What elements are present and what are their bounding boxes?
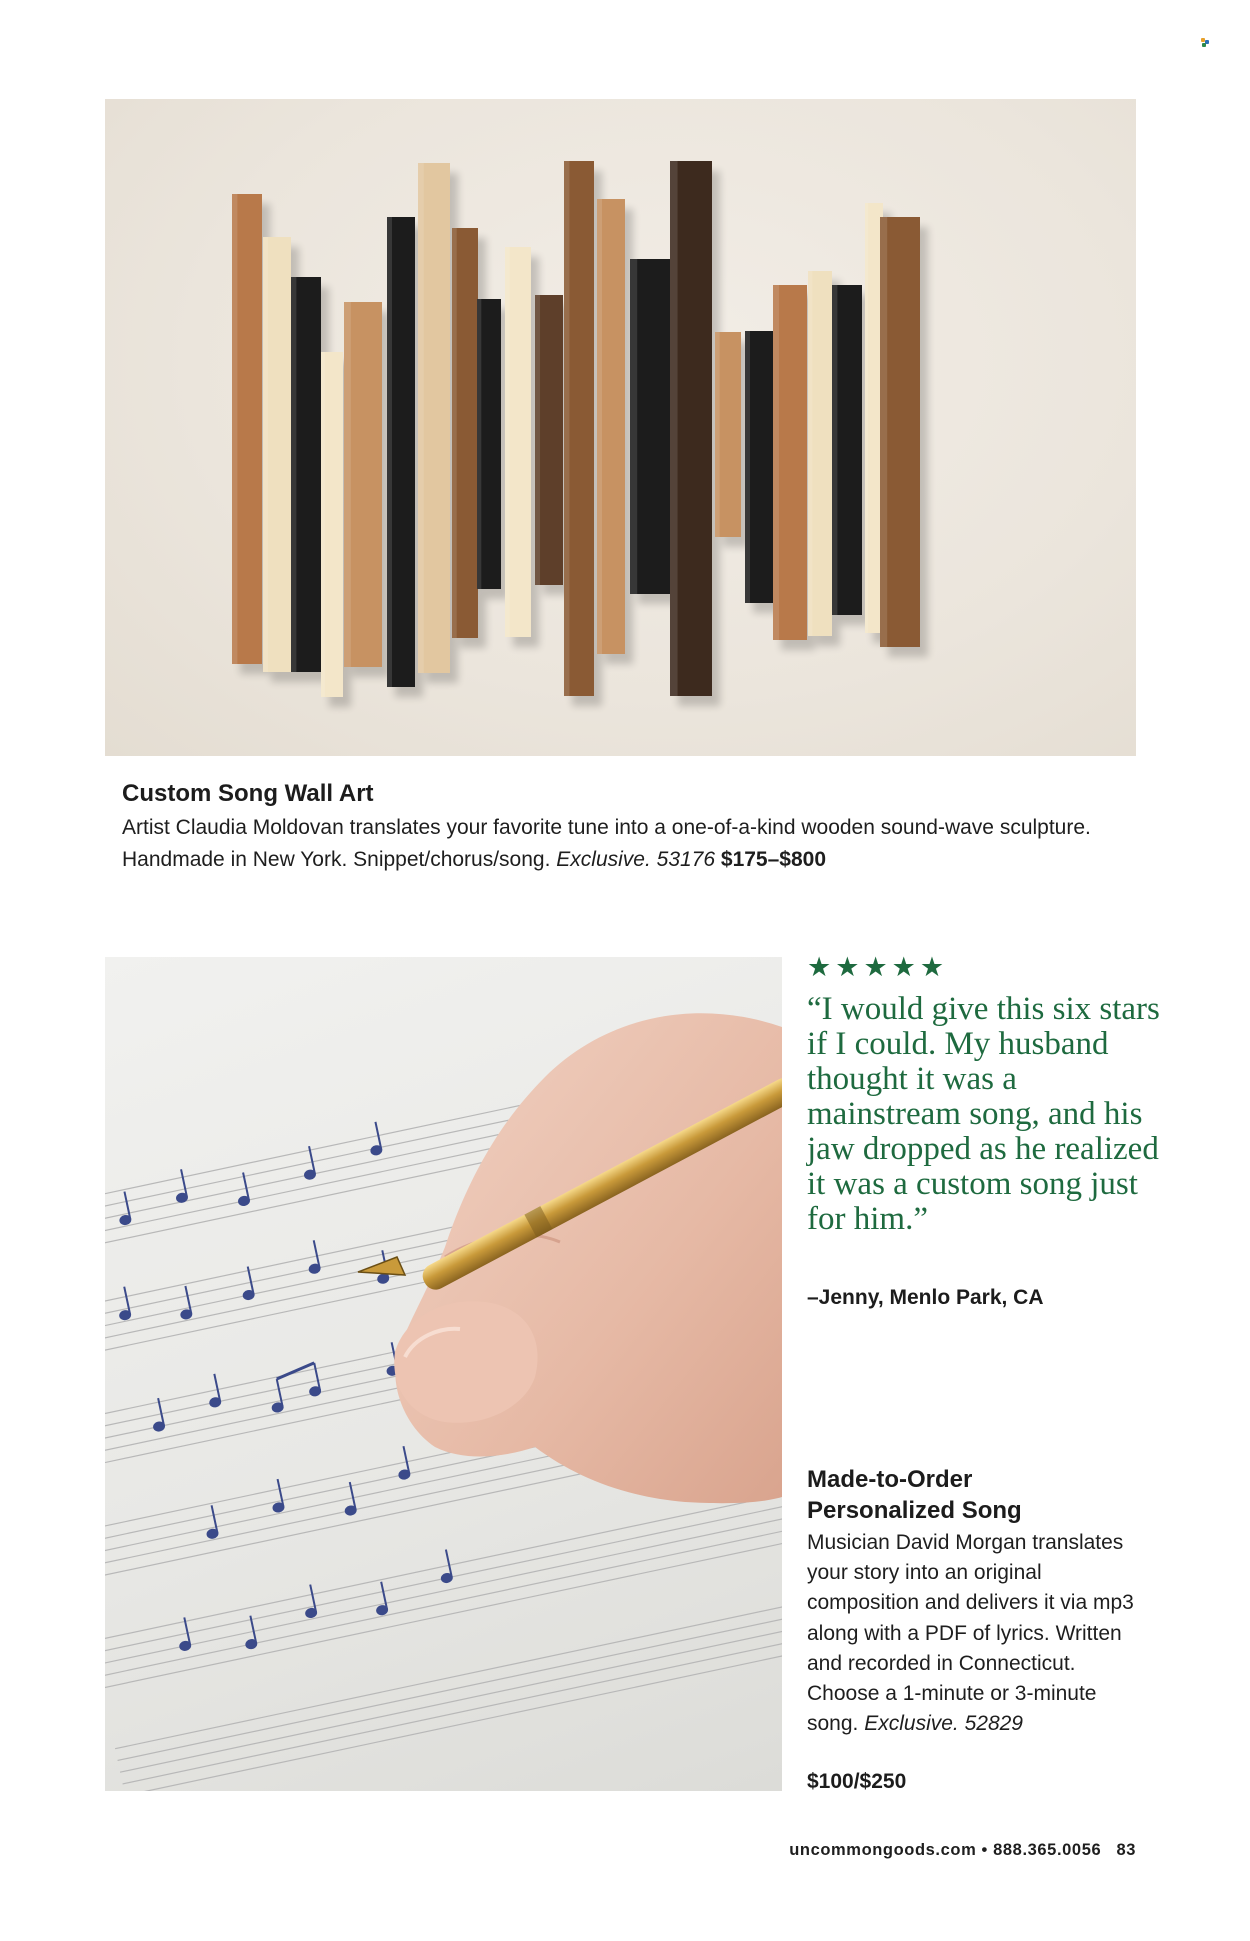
page-number: 83 <box>1116 1841 1136 1859</box>
star-icon: ★ <box>863 952 888 983</box>
star-icon: ★ <box>891 952 916 983</box>
product-price: $175–$800 <box>720 848 827 871</box>
product-description-text: Musician David Morgan translates your story into an original composition and delivers it via mp3 along with a PDF of lyrics. Written and recorded in Connecticut. Choose a 1-minute or 3-minute song. <box>807 1531 1134 1736</box>
corner-logo-mark <box>1201 38 1211 48</box>
star-icon: ★ <box>807 952 832 983</box>
footer-website: uncommongoods.com <box>789 1841 977 1859</box>
page-footer <box>789 1841 1136 1860</box>
footer-phone: 888.365.0056 <box>993 1841 1102 1859</box>
footer-bullet: • <box>981 1841 988 1859</box>
review-quote: “I would give this six stars if I could. My husband thought it was a mainstream song, and his jaw dropped as he realized it was a custom song just for him.” <box>807 991 1160 1237</box>
product-description <box>122 812 1132 876</box>
product-exclusive-sku: Exclusive. 53176 <box>556 848 716 871</box>
sheet-music-photo <box>105 957 782 1791</box>
product-description <box>807 1528 1147 1739</box>
rating-stars <box>807 954 944 982</box>
wall-art-photo <box>105 99 1136 756</box>
product-description-text: Artist Claudia Moldovan translates your favorite tune into a one-of-a-kind wooden sound-wave sculpture. Handmade in New York. Snippet/chorus/song. <box>122 816 1091 871</box>
product-title: Custom Song Wall Art <box>122 780 374 807</box>
review-author: –Jenny, Menlo Park, CA <box>807 1286 1044 1309</box>
star-icon: ★ <box>919 952 945 983</box>
product-price: $100/$250 <box>807 1770 907 1793</box>
star-icon: ★ <box>835 952 860 983</box>
product-exclusive-sku: Exclusive. 52829 <box>864 1712 1023 1736</box>
product-title: Made-to-Order Personalized Song <box>807 1466 1022 1524</box>
